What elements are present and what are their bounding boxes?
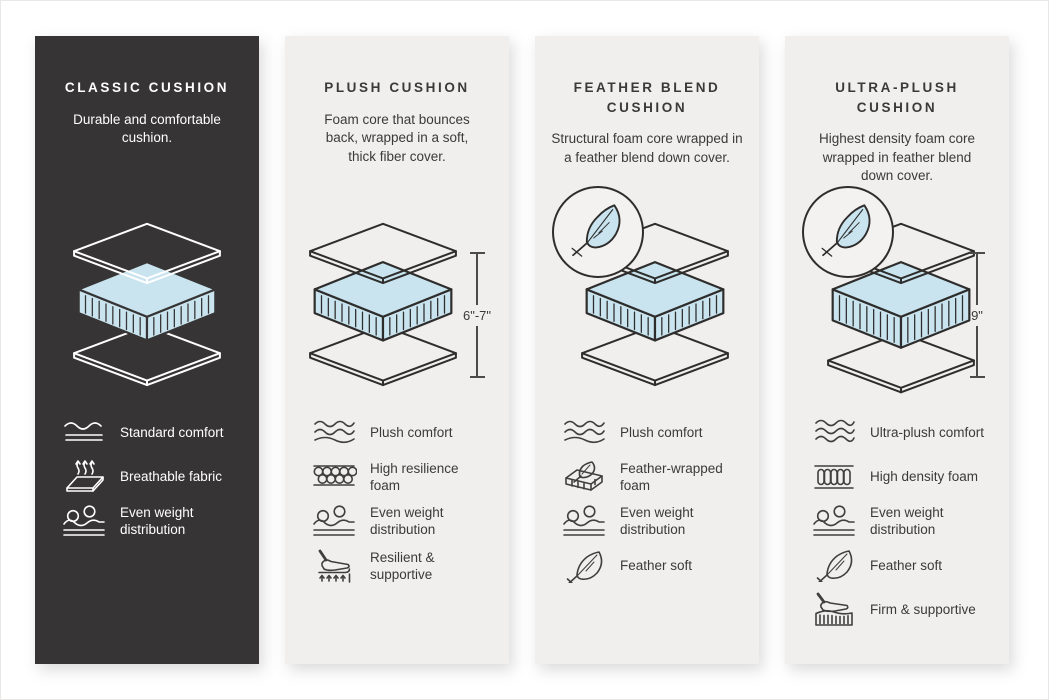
feature-row: [561, 460, 753, 494]
feature-label: Standard comfort: [120, 425, 224, 441]
even-weight-icon: [61, 504, 107, 538]
card-description: Highest density foam core wrapped in feather blend down cover.: [818, 131, 976, 184]
feather-badge: [552, 186, 644, 278]
feature-label: Plush comfort: [370, 425, 453, 441]
card-feather-blend-cushion: [535, 36, 759, 664]
layered-cushion-icon: [65, 220, 229, 403]
feature-row: [811, 592, 1003, 626]
feature-row: [61, 504, 253, 538]
feather-icon: [561, 195, 635, 269]
density-foam-icon: [811, 460, 857, 494]
cushion-illustration: [35, 220, 259, 425]
card-title: CLASSIC CUSHION: [64, 80, 230, 95]
feature-row: [311, 416, 503, 450]
measure-line: [976, 326, 978, 377]
card-description: Foam core that bounces back, wrapped in a soft, thick fiber cover.: [324, 111, 470, 164]
wave-comfort-icon: [61, 416, 107, 450]
measure-bottom-cap: [470, 376, 485, 378]
feature-label: Even weight distribution: [120, 505, 194, 538]
feature-label: Even weight distribution: [620, 505, 694, 538]
feature-row: [311, 504, 503, 538]
feature-row: [561, 416, 753, 450]
card-title: PLUSH CUSHION: [324, 80, 470, 95]
feature-row: [811, 548, 1003, 582]
feature-row: [61, 460, 253, 494]
measure-line: [976, 254, 978, 305]
feature-row: [811, 504, 1003, 538]
feature-row: [811, 416, 1003, 450]
height-measurement: [455, 252, 499, 378]
plush-waves-icon: [311, 416, 357, 450]
height-measurement: [955, 252, 999, 378]
feature-label: Even weight distribution: [370, 505, 444, 538]
layered-cushion-icon: [301, 220, 465, 403]
measure-bottom-cap: [970, 376, 985, 378]
feature-list: [811, 416, 1003, 636]
feature-label: Ultra-plush comfort: [870, 425, 985, 441]
card-classic-cushion: [35, 36, 259, 664]
feature-row: [561, 549, 753, 583]
feather-wrapped-foam-icon: [561, 460, 607, 494]
feature-label: Feather-wrapped foam: [620, 461, 723, 494]
card-ultra-plush-cushion: [785, 36, 1009, 664]
feature-label: Breathable fabric: [120, 469, 223, 485]
resilience-foam-icon: [311, 460, 357, 494]
feature-row: [61, 416, 253, 450]
even-weight-icon: [561, 504, 607, 538]
card-title: FEATHER BLEND CUSHION: [573, 80, 721, 115]
breathable-fabric-icon: [61, 460, 107, 494]
feature-label: Plush comfort: [620, 425, 703, 441]
even-weight-icon: [311, 504, 357, 538]
feather-icon: [811, 195, 885, 269]
feature-list: [61, 416, 253, 548]
measurement-label: 6"-7": [462, 307, 492, 323]
feature-list: [311, 416, 503, 593]
feature-row: [311, 460, 503, 494]
card-description: Structural foam core wrapped in a feather blend down cover.: [551, 131, 743, 165]
feature-label: High density foam: [870, 469, 979, 485]
feather-soft-icon: [561, 549, 607, 583]
feature-row: [561, 504, 753, 538]
card-description: Durable and comfortable cushion.: [73, 111, 221, 146]
feature-label: High resilience foam: [370, 461, 459, 494]
plush-waves-icon: [561, 416, 607, 450]
feature-row: [811, 460, 1003, 494]
cushion-comparison-infographic: [35, 36, 1009, 664]
feature-list: [561, 416, 753, 593]
feature-row: [311, 549, 503, 583]
feather-soft-icon: [811, 548, 857, 582]
resilient-supportive-icon: [311, 549, 357, 583]
card-plush-cushion: [285, 36, 509, 664]
ultra-plush-waves-icon: [811, 416, 857, 450]
feature-label: Even weight distribution: [870, 505, 944, 538]
measurement-label: 9": [971, 307, 983, 323]
firm-supportive-icon: [811, 592, 857, 626]
measure-line: [476, 254, 478, 305]
feature-label: Firm & supportive: [870, 601, 976, 617]
card-title: ULTRA-PLUSH CUSHION: [835, 80, 959, 115]
measure-line: [476, 326, 478, 377]
feature-label: Feather soft: [870, 557, 943, 573]
feather-badge: [802, 186, 894, 278]
even-weight-icon: [811, 504, 857, 538]
feature-label: Resilient & supportive: [370, 549, 435, 582]
feature-label: Feather soft: [620, 557, 693, 573]
